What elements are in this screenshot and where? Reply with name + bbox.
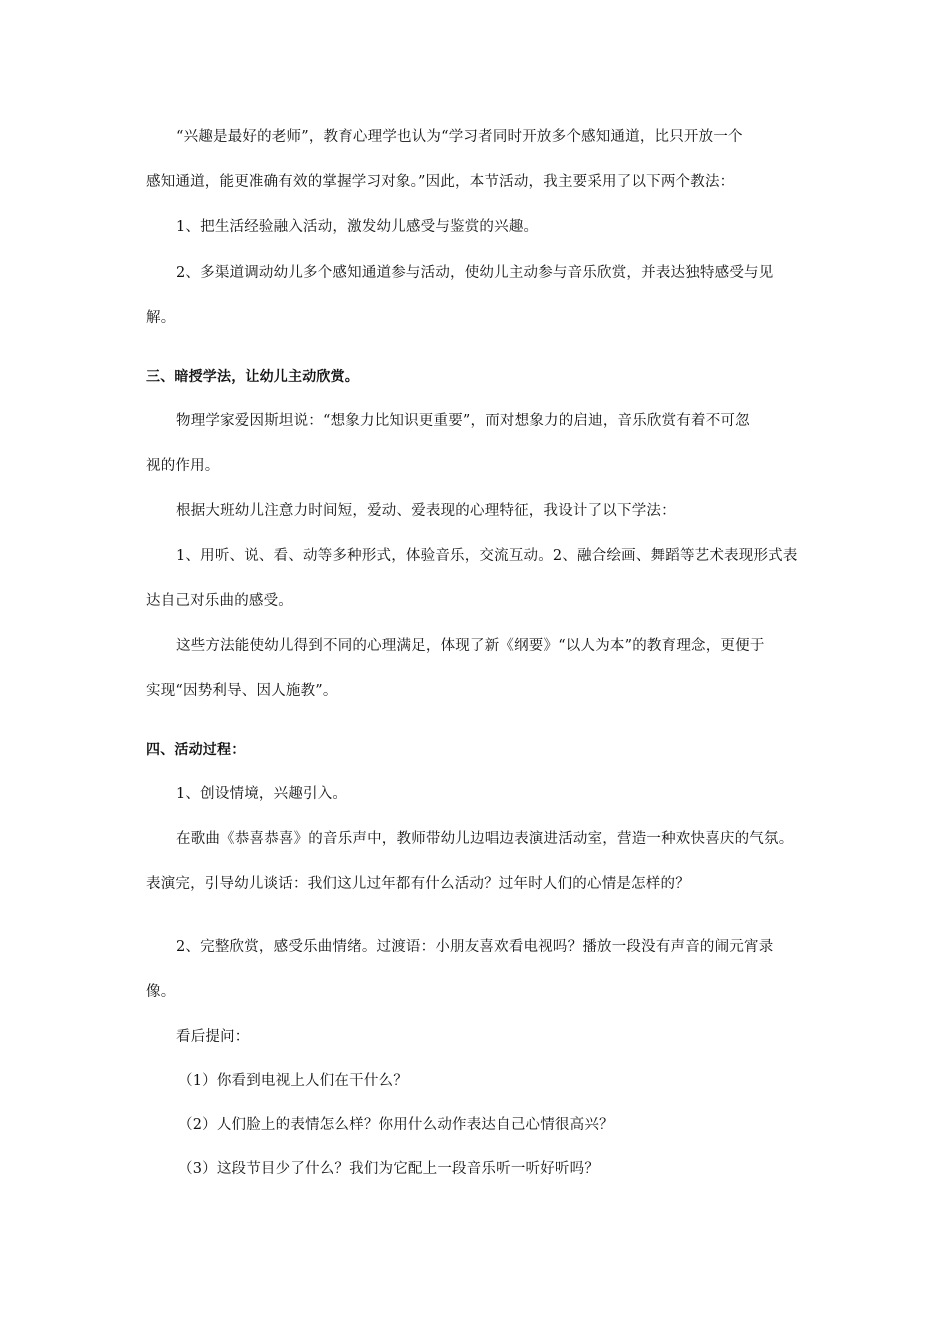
section-3-paragraph-4-line-2: 实现“因势利导、因人施教”。 (146, 683, 338, 699)
intro-paragraph-line-1: “兴趣是最好的老师”，教育心理学也认为“学习者同时开放多个感知通道，比只开放一个 (176, 129, 743, 145)
section-3-paragraph-1-line-1: 物理学家爱因斯坦说：“想象力比知识更重要”，而对想象力的启迪，音乐欣赏有着不可忽 (176, 413, 750, 429)
activity-step-1: 1、创设情境，兴趣引入。 (176, 786, 348, 802)
section-3-paragraph-2: 根据大班幼儿注意力时间短，爱动、爱表现的心理特征，我设计了以下学法： (176, 503, 676, 519)
section-3-heading: 三、暗授学法，让幼儿主动欣赏。 (146, 369, 359, 385)
question-3: （3）这段节目少了什么？我们为它配上一段音乐听一听好听吗？ (178, 1161, 600, 1177)
question-2: （2）人们脸上的表情怎么样？你用什么动作表达自己心情很高兴？ (178, 1117, 614, 1133)
teaching-method-1: 1、把生活经验融入活动，激发幼儿感受与鉴赏的兴趣。 (176, 219, 539, 235)
activity-step-1-paragraph-line-2: 表演完，引导幼儿谈话：我们这儿过年都有什么活动？过年时人们的心情是怎样的？ (146, 876, 690, 892)
section-4-heading: 四、活动过程： (146, 742, 246, 758)
section-3-paragraph-1-line-2: 视的作用。 (146, 458, 220, 474)
activity-step-2-line-1: 2、完整欣赏，感受乐曲情绪。过渡语：小朋友喜欢看电视吗？播放一段没有声音的闹元宵录 (176, 939, 774, 955)
teaching-method-2-line-2: 解。 (146, 310, 176, 326)
activity-step-2-line-2: 像。 (146, 984, 176, 1000)
activity-step-1-paragraph-line-1: 在歌曲《恭喜恭喜》的音乐声中，教师带幼儿边唱边表演进活动室，营造一种欢快喜庆的气氛。 (176, 831, 794, 847)
section-3-paragraph-3-line-2: 达自己对乐曲的感受。 (146, 593, 293, 609)
intro-paragraph-line-2: 感知通道，能更准确有效的掌握学习对象。”因此，本节活动，我主要采用了以下两个教法： (146, 174, 735, 190)
section-3-paragraph-4-line-1: 这些方法能使幼儿得到不同的心理满足，体现了新《纲要》“以人为本”的教育理念，更便于 (176, 638, 765, 654)
section-3-paragraph-3-line-1: 1、用听、说、看、动等多种形式，体验音乐，交流互动。2、融合绘画、舞蹈等艺术表现形式表 (176, 548, 798, 564)
questions-intro: 看后提问： (176, 1029, 250, 1045)
question-1: （1）你看到电视上人们在干什么？ (178, 1073, 408, 1089)
teaching-method-2-line-1: 2、多渠道调动幼儿多个感知通道参与活动，使幼儿主动参与音乐欣赏，并表达独特感受与见 (176, 265, 774, 281)
